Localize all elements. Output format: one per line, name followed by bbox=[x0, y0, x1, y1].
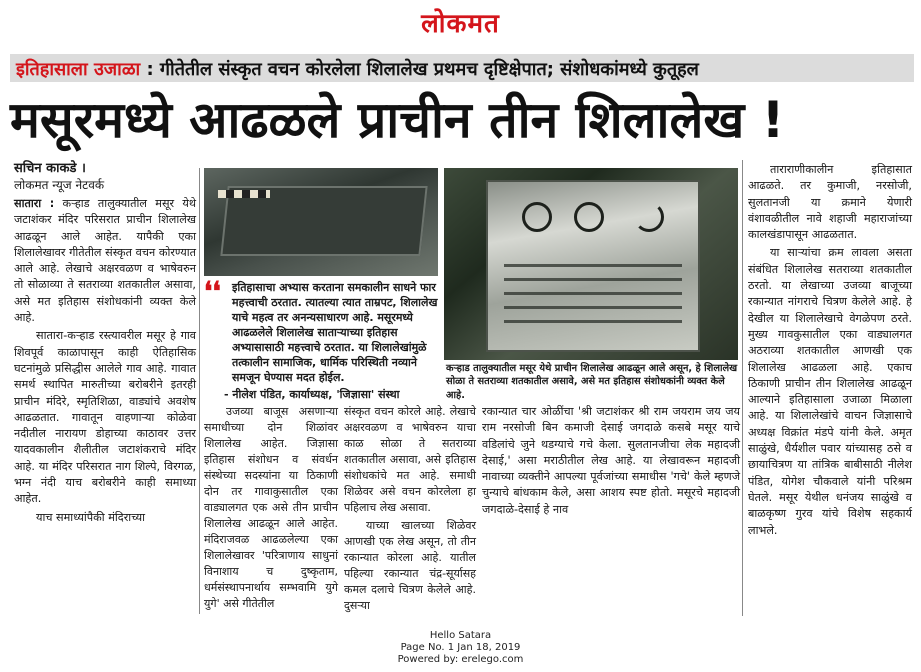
page-footer bbox=[0, 630, 921, 666]
col1-paragraph-2: सातारा-कऱ्हाड रस्त्यावरील मसूर हे गाव शिवपूर्व काळापासून काही ऐतिहासिक घटनांमुळे प्रसिद्धीस आलेले गाव आहे. गावात समर्थ स्थापित मारुतीच्या बरोबरीने इतरही प्राचीन मंदिरे, स्मृतिशिळा, वाड्यांचे अवशेष आढळतात. गावातून वाहणाऱ्या कोळेवा नदीतील नारायण डोहाच्या काठावर उत्तर यादवकालीन शैलीतील जटाशंकराचे मंदिर आहे. या मंदिर परिसरात नाग शिल्पे, विरगळ, भग्न नंदी याच बरोबरीने काही समाध्या आहेत. bbox=[14, 329, 196, 506]
col5-paragraph-1: ताराराणीकालीन इतिहासात आढळते. तर कुमाजी, नरसोजी, सुलतानजी या क्रमाने येणारी वंशावळीतील नावे शहाजी महाराजांच्या कालखंडापासून आढळतात. bbox=[748, 163, 912, 242]
column-rule-right bbox=[742, 160, 743, 616]
article-column-3 bbox=[344, 404, 476, 616]
article-column-2 bbox=[204, 404, 338, 614]
article-column-1 bbox=[14, 196, 196, 528]
col3-paragraph-1: संस्कृत वचन कोरले आहे. लेखाचे अक्षरवळण व भाषेवरुन याचा काळ सोळा ते सतराव्या शतकातील असावा, असे इतिहास संशोधकांचे मत आहे. समाधी शिळेवर असे वचन कोरलेला हा पहिलाच लेख असावा. bbox=[344, 405, 476, 515]
dateline: सातारा : bbox=[14, 197, 55, 210]
footer-powered-by: Powered by: erelego.com bbox=[397, 654, 524, 665]
col3-paragraph-2: याच्या खालच्या शिळेवर आणखी एक लेख असून, तो तीन रकान्यात कोरला आहे. यातील पहिल्या रकान्यात चंद्र-सूर्यासह कमल दलाचे चित्रण केलेले आहे. दुसऱ्या bbox=[344, 519, 476, 613]
pull-quote-author: - नीलेश पंडित, कार्याध्यक्ष, 'जिज्ञासा' संस्था bbox=[224, 388, 400, 402]
inscription-photo-1 bbox=[204, 168, 438, 276]
col2-paragraph-1: उजव्या बाजूस असणाऱ्या समाधीच्या दोन शिळांवर शिलालेख आहेत. जिज्ञासा इतिहास संशोधन व संवर्धन संस्थेच्या सदस्यांना या ठिकाणी दोन तर गावाकुसातील एका वाड्यालगत एक असे तीन प्राचीन शिलालेख आढळून आले आहेत. मंदिराजवळ आढळलेल्या एका शिलालेखावर 'परित्राणाय साधुनां विनाशाय च दुष्कृताम, धर्मसंस्थापनार्थाय सम्भवामि युगे युगे' असे गीतेतील bbox=[204, 405, 338, 611]
article-column-5 bbox=[748, 162, 912, 541]
kicker bbox=[16, 57, 699, 81]
inscription-photo-2 bbox=[444, 168, 738, 360]
kicker-label: इतिहासाला उजाळा bbox=[16, 59, 141, 80]
sun-symbol-shape bbox=[522, 202, 552, 232]
kicker-text: गीतेतील संस्कृत वचन कोरलेला शिलालेख प्रथमच दृष्टिक्षेपात; संशोधकांमध्ये कुतूहल bbox=[159, 59, 699, 80]
inscription-lines-shape bbox=[504, 264, 682, 334]
headline: मसूरमध्ये आढळले प्राचीन तीन शिलालेख ! bbox=[10, 91, 785, 149]
scale-bar-shape bbox=[218, 190, 270, 198]
quote-mark-icon: ❛❛ bbox=[204, 277, 221, 307]
pull-quote-text: इतिहासाचा अभ्यास करताना समकालीन साधने फार महत्त्वाची ठरतात. त्यातल्या त्यात ताम्रपट, शिलालेख याचे महत्व तर अनन्यसाधारण आहे. मसूरमध्ये आढळलेले शिलालेख साताऱ्याच्या इतिहास अभ्यासासाठी महत्त्वाचे ठरतात. या शिलालेखांमुळे तत्कालीन सामाजिक, धार्मिक परिस्थिती नव्याने समजून घेण्यास मदत होईल. bbox=[232, 281, 438, 385]
col1-paragraph-1: सातारा : कऱ्हाड तालुक्यातील मसूर येथे जटाशंकर मंदिर परिसरात प्राचीन शिलालेख आढळून आले आहेत. यापैकी एका शिलालेखावर गीतेतील संस्कृत वचन कोरण्यात आले आहे. लेखाचे अक्षरवळण व भाषेवरुन तो सोळाव्या ते सतराव्या शतकातील असावा, असे मत इतिहास संशोधकांनी व्यक्त केले आहे. bbox=[14, 197, 196, 325]
column-rule bbox=[199, 168, 200, 614]
byline-author: सचिन काकडे । bbox=[14, 161, 86, 176]
col5-paragraph-2: या साऱ्यांचा क्रम लावला असता संबंधित शिलालेख सतराव्या शतकातील ठरतो. या लेखाच्या उजव्या बाजूच्या रकान्यात नांगराचे चित्रण केलेले आहे. हे देखील या शिलालेखाचे वेगळेपण ठरते. मुख्य गावकुसातील एका वाड्यालगत अठराव्या शतकातील आणखी एक शिलालेख आढळला आहे. एकाच ठिकाणी प्राचीन तीन शिलालेख आढळून आल्याने इतिहासाला उजाळा मिळाला आहे. या शिलालेखांचे वाचन जिज्ञासाचे अध्यक्ष विक्रांत मंडपे यांनी केले. अमृत साळुंखे, धैर्यशील पवार यांच्यासह ठसे व छायाचित्रण या तांत्रिक बाबीसाठी नीलेश पंडित, योगेश चौकवाले यांनी परिश्रम घेतले. मसूर येथील धनंजय साळुंखे व बाळकृष्ण गुरव यांचे विशेष सहकार्य लाभले. bbox=[748, 246, 912, 537]
footer-edition: Hello Satara bbox=[429, 630, 492, 641]
col1-paragraph-3: याच समाध्यांपैकी मंदिराच्या bbox=[36, 510, 146, 524]
masthead-logo: लोकमत bbox=[421, 9, 500, 39]
lotus-symbol-shape bbox=[574, 202, 604, 232]
pull-quote bbox=[204, 277, 440, 402]
article-column-4 bbox=[482, 404, 740, 520]
kicker-separator: : bbox=[140, 59, 160, 80]
col4-paragraph-1: रकान्यात चार ओळींचा 'श्री जटाशंकर श्री राम जयराम जय जय राम नरसोजी बिन कमाजी देसाई जगदाळे कसबे मसूर याचे वडिलांचे जुने थडग्याचे गचे केला. सुलतानजीचा लेक महादजी देसाई,' असा मराठीतील लेख आहे. या लेखावरून महादजी नावाच्या व्यक्तीने आपल्या पूर्वजांच्या समाधीस 'गचे' केले म्हणजे चुन्याचे बांधकाम केले, असा आशय स्पष्ट होतो. मसूरचे महादजी जगदाळे-देसाई हे नाव bbox=[482, 405, 740, 516]
photo-2-caption: कऱ्हाड तालुक्यातील मसूर येथे प्राचीन शिलालेख आढळून आले असून, हे शिलालेख सोळा ते सतराव्या शतकातील असावे, असे मत इतिहास संशोधकांनी व्यक्त केले आहे. bbox=[446, 363, 738, 401]
byline-agency: लोकमत न्यूज नेटवर्क bbox=[14, 178, 105, 192]
footer-page-date: Page No. 1 Jan 18, 2019 bbox=[400, 642, 521, 653]
moon-symbol-shape bbox=[634, 202, 664, 232]
